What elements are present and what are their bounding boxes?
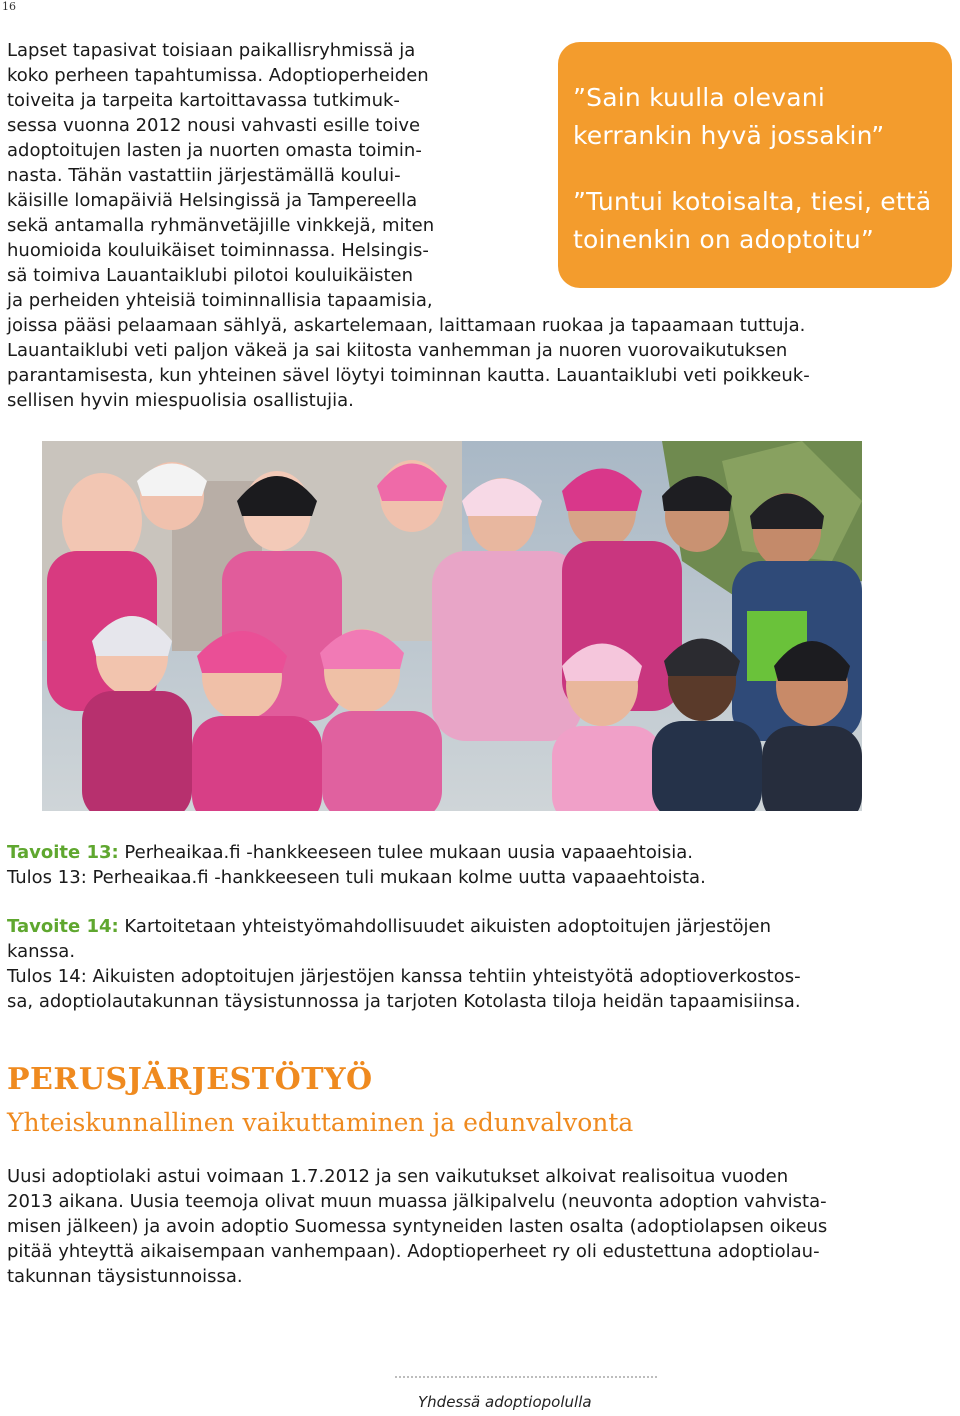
footer-text: Yhdessä adoptiopolulla [418, 1393, 592, 1411]
text-line: huomioida kouluikäiset toiminnassa. Helsingis- [7, 240, 429, 261]
text-line: sessa vuonna 2012 nousi vahvasti esille toive [7, 115, 421, 136]
photo-illustration [42, 441, 862, 811]
goal-14-continuation: kanssa. [7, 941, 76, 962]
text-line: nasta. Tähän vastattiin järjestämällä koului- [7, 165, 401, 186]
text-line: adoptoitujen lasten ja nuorten omasta toimin- [7, 140, 422, 161]
text-line: käisille lomapäiviä Helsingissä ja Tampereella [7, 190, 418, 211]
text-line: koko perheen tapahtumissa. Adoptioperheiden [7, 65, 429, 86]
text-line: sekä antamalla ryhmänvetäjille vinkkejä, miten [7, 215, 435, 236]
section-heading: PERUSJÄRJESTÖTYÖ [7, 1062, 373, 1097]
text-line: 2013 aikana. Uusia teemoja olivat muun muassa jälkipalvelu (neuvonta adoption vahvista- [7, 1191, 827, 1212]
text-line: pitää yhteyttä aikaisempaan vanhempaan). Adoptioperheet ry oli edustettuna adoptiolau- [7, 1241, 820, 1262]
text-line: Lapset tapasivat toisiaan paikallisryhmissä ja [7, 40, 416, 61]
goal-14-text: Kartoitetaan yhteistyömahdollisuudet aikuisten adoptoitujen järjestöjen [118, 916, 772, 937]
quote-line: kerrankin hyvä jossakin” [573, 121, 885, 150]
continuation-paragraph [7, 313, 957, 413]
quote-line: toinenkin on adoptoitu” [573, 225, 875, 254]
text-line: sellisen hyvin miespuolisia osallistujia. [7, 390, 354, 411]
text-line: parantamisesta, kun yhteinen sävel löytyi toiminnan kautta. Lauantaiklubi veti poikkeuk- [7, 365, 810, 386]
goal-13 [7, 840, 693, 865]
children-group-photo [42, 441, 862, 811]
goal-14-label: Tavoite 14: [7, 916, 119, 937]
page-number: 16 [2, 0, 16, 13]
text-line: Uusi adoptiolaki astui voimaan 1.7.2012 ja sen vaikutukset alkoivat realisoitua vuoden [7, 1166, 789, 1187]
footer-divider [395, 1376, 657, 1378]
text-line: toiveita ja tarpeita kartoittavassa tutkimuk- [7, 90, 400, 111]
goal-13-text: Perheaikaa.fi -hankkeeseen tulee mukaan uusia vapaaehtoisia. [118, 842, 693, 863]
quote-line: ”Tuntui kotoisalta, tiesi, että [573, 187, 932, 216]
text-line: takunnan täysistunnoissa. [7, 1266, 243, 1287]
quote-box [558, 42, 952, 288]
result-14-line1: Tulos 14: Aikuisten adoptoitujen järjestöjen kanssa tehtiin yhteistyötä adoptioverkostos- [7, 966, 801, 987]
quote-2 [573, 183, 931, 259]
text-line: ja perheiden yhteisiä toiminnallisia tapaamisia, [7, 290, 433, 311]
goal-14 [7, 914, 771, 939]
result-14-line2: sa, adoptiolautakunnan täysistunnossa ja tarjoten Kotolasta tiloja heidän tapaamisiinsa. [7, 991, 801, 1012]
result-13: Tulos 13: Perheaikaa.fi -hankkeeseen tuli mukaan kolme uutta vapaaehtoista. [7, 867, 706, 888]
text-line: Lauantaiklubi veti paljon väkeä ja sai kiitosta vanhemman ja nuoren vuorovaikutuksen [7, 340, 788, 361]
section-subheading: Yhteiskunnallinen vaikuttaminen ja edunvalvonta [7, 1108, 634, 1137]
quote-1 [573, 79, 884, 155]
goal-13-label: Tavoite 13: [7, 842, 119, 863]
quote-line: ”Sain kuulla olevani [573, 83, 825, 112]
text-line: joissa pääsi pelaamaan sählyä, askartelemaan, laittamaan ruokaa ja tapaamaan tuttuja. [7, 315, 806, 336]
text-line: misen jälkeen) ja avoin adoptio Suomessa syntyneiden lasten osalta (adoptiolapsen oikeus [7, 1216, 828, 1237]
intro-paragraph [7, 38, 510, 313]
text-line: sä toimiva Lauantaiklubi pilotoi kouluikäisten [7, 265, 414, 286]
section-paragraph [7, 1164, 957, 1289]
